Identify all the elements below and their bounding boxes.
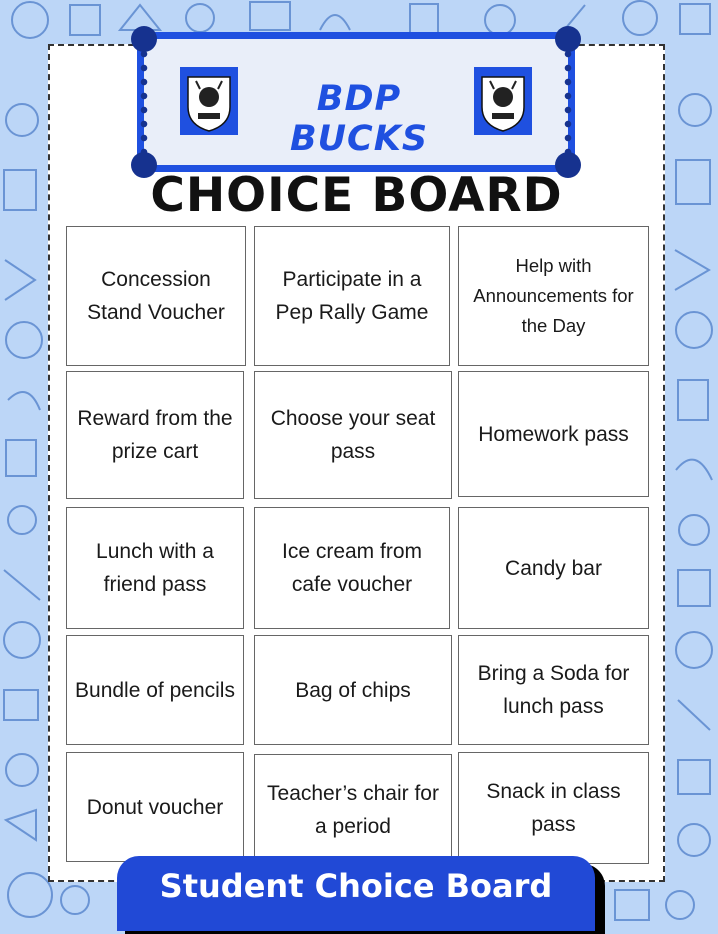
choice-cell: Choose your seat pass (254, 371, 452, 499)
choice-cell: Donut voucher (66, 752, 244, 862)
choice-cell: Bag of chips (254, 635, 452, 745)
choice-cell: Candy bar (458, 507, 649, 629)
banner-scallop-right (564, 47, 572, 157)
footer-tab-label: Student Choice Board (117, 856, 595, 931)
choice-cell: Bundle of pencils (66, 635, 244, 745)
banner-title: BDP BUCKS (289, 79, 429, 159)
banner-scallop-left (140, 47, 148, 157)
choice-cell: Snack in class pass (458, 752, 649, 864)
choice-cell: Concession Stand Voucher (66, 226, 246, 366)
choice-cell: Homework pass (458, 371, 649, 497)
choice-cell: Reward from the prize cart (66, 371, 244, 499)
bdp-bucks-banner (137, 32, 575, 172)
choice-cell: Help with Announcements for the Day (458, 226, 649, 366)
choice-cell: Participate in a Pep Rally Game (254, 226, 450, 366)
choice-cell: Teacher’s chair for a period (254, 754, 452, 866)
school-mascot-logo-icon (180, 67, 238, 135)
choice-board-title: CHOICE BOARD (150, 168, 563, 223)
choice-cell: Bring a Soda for lunch pass (458, 635, 649, 745)
school-mascot-logo-icon (474, 67, 532, 135)
choice-cell: Lunch with a friend pass (66, 507, 244, 629)
choice-cell: Ice cream from cafe voucher (254, 507, 450, 629)
